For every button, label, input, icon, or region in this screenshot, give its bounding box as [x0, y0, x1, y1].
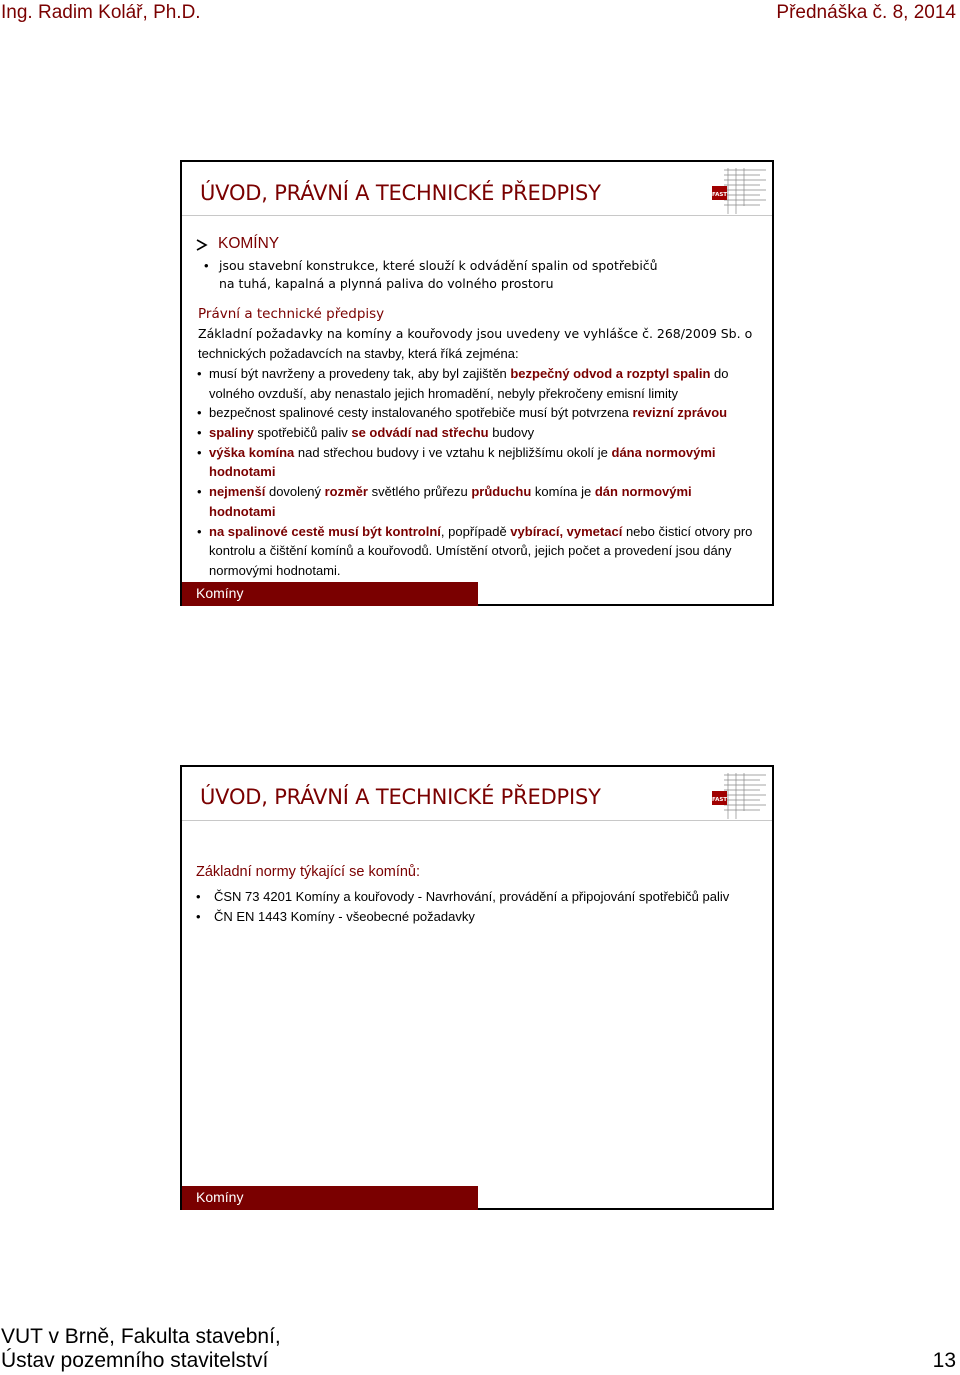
- bullet-text: světlého průřezu: [367, 484, 472, 499]
- bullet-item: [209, 444, 716, 462]
- bullet-dot: •: [197, 484, 202, 499]
- bullet-item: [209, 365, 729, 383]
- title-divider: [182, 215, 772, 216]
- fast-faculty-logo-icon: [710, 771, 768, 823]
- title-divider: [182, 820, 772, 821]
- bullet-text: komína je: [531, 484, 595, 499]
- bullet-text: dovolený: [265, 484, 325, 499]
- bullet-dot: •: [197, 425, 202, 440]
- header-author: Ing. Radim Kolář, Ph.D.: [1, 2, 201, 23]
- intro-line: Základní požadavky na komíny a kouřovody jsou uvedeny ve vyhlášce č. 268/2009 Sb. o: [198, 326, 753, 341]
- bullet-dot: •: [197, 445, 202, 460]
- bullet-text: spotřebičů paliv: [253, 425, 352, 440]
- bullet-emphasis: nejmenší: [209, 484, 266, 499]
- bullet-emphasis: vybírací, vymetací: [510, 524, 623, 539]
- norm-item: ČSN 73 4201 Komíny a kouřovody - Navrhování, provádění a připojování spotřebičů paliv: [214, 889, 730, 904]
- header-lecture: Přednáška č. 8, 2014: [776, 2, 956, 23]
- bullet-emphasis: revizní zprávou: [632, 405, 728, 420]
- subheading: Právní a technické předpisy: [198, 306, 385, 322]
- footer-institution: VUT v Brně, Fakulta stavební,: [1, 1325, 281, 1348]
- bullet-text: nad střechou budovy i ve vztahu k nejbližšímu okolí je: [294, 445, 612, 460]
- fast-faculty-logo-icon: [710, 166, 768, 218]
- slide-2: [180, 765, 774, 1210]
- bullet-dot: •: [204, 258, 209, 273]
- slide-footer-bar: [182, 582, 478, 606]
- svg-text:FAST: FAST: [711, 192, 728, 198]
- bullet-item: [209, 483, 692, 501]
- bullet-emphasis: dán normovými: [594, 484, 692, 499]
- bullet-continuation: kontrolu a čištění komínů a kouřovodů. Umístění otvorů, jejich počet a provedení jsou dány: [209, 543, 732, 558]
- slide-footer-bar: [182, 1186, 478, 1210]
- subheading: Základní normy týkající se komínů:: [196, 864, 421, 880]
- page-number: 13: [932, 1349, 956, 1372]
- bullet-dot: •: [197, 524, 202, 539]
- bullet-emphasis: na spalinové cestě musí být kontrolní: [209, 524, 441, 539]
- bullet-item: [209, 404, 727, 422]
- footer-department: Ústav pozemního stavitelství: [1, 1349, 269, 1372]
- slide-title: ÚVOD, PRÁVNÍ A TECHNICKÉ PŘEDPISY: [200, 785, 601, 809]
- bullet-text: nebo čisticí otvory pro: [622, 524, 753, 539]
- bullet-emphasis: bezpečný odvod a rozptyl spalin: [510, 366, 711, 381]
- arrow-bullet-icon: [195, 238, 209, 252]
- section-heading: KOMÍNY: [218, 235, 280, 252]
- bullet-text: budovy: [488, 425, 535, 440]
- norm-item: ČN EN 1443 Komíny - všeobecné požadavky: [214, 909, 475, 924]
- bullet-continuation: hodnotami: [209, 504, 276, 519]
- bullet-dot: •: [197, 366, 202, 381]
- bullet-item: [209, 424, 534, 442]
- bullet-item: [209, 523, 752, 541]
- bullet-emphasis: výška komína: [209, 445, 295, 460]
- slide-title: ÚVOD, PRÁVNÍ A TECHNICKÉ PŘEDPISY: [200, 181, 601, 205]
- bullet-text: , popřípadě: [440, 524, 511, 539]
- bullet-emphasis: průduchu: [471, 484, 532, 499]
- intro-line: technických požadavcích na stavby, která říká zejména:: [198, 346, 519, 361]
- bullet-emphasis: rozměr: [324, 484, 368, 499]
- slide-footer-label: Komíny: [196, 1189, 244, 1205]
- bullet-continuation: volného ovzduší, aby nenastalo jejich hromadění, nebyly překročeny emisní limity: [209, 386, 678, 401]
- svg-text:FAST: FAST: [711, 797, 728, 803]
- definition-line: jsou stavební konstrukce, které slouží k odvádění spalin od spotřebičů: [219, 258, 658, 273]
- bullet-text: musí být navrženy a provedeny tak, aby byl zajištěn: [209, 366, 511, 381]
- bullet-continuation: normovými hodnotami.: [209, 563, 341, 578]
- slide-footer-label: Komíny: [196, 585, 244, 601]
- bullet-dot: •: [196, 889, 201, 904]
- bullet-dot: •: [196, 909, 201, 924]
- bullet-emphasis: dána normovými: [611, 445, 716, 460]
- definition-line: na tuhá, kapalná a plynná paliva do volného prostoru: [219, 276, 554, 291]
- bullet-continuation: hodnotami: [209, 464, 276, 479]
- bullet-text: do: [710, 366, 729, 381]
- bullet-emphasis: spaliny: [209, 425, 254, 440]
- slide-1: [180, 160, 774, 606]
- bullet-dot: •: [197, 405, 202, 420]
- bullet-text: bezpečnost spalinové cesty instalovaného spotřebiče musí být potvrzena: [209, 405, 633, 420]
- bullet-emphasis: se odvádí nad střechu: [351, 425, 489, 440]
